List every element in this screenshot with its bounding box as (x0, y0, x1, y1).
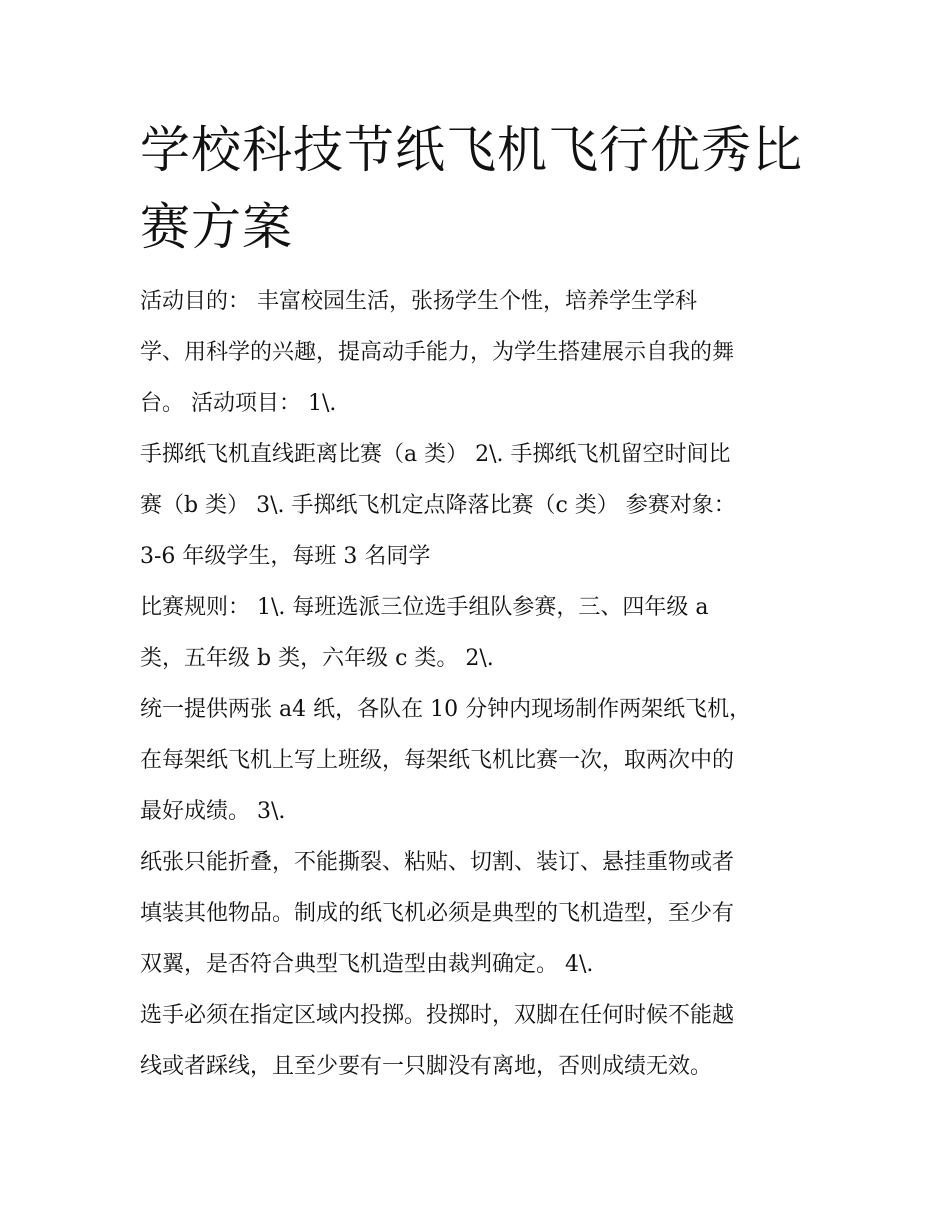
body-line-7: 比赛规则： 1\. 每班选派三位选手组队参赛，三、四年级 a (140, 595, 709, 620)
body-line-1: 活动目的： 丰富校园生活，张扬学生个性，培养学生学科 (140, 289, 697, 314)
title-line-1: 学校科技节纸飞机飞行优秀比 (140, 121, 803, 179)
body-line-2: 学、用科学的兴趣，提高动手能力，为学生搭建展示自我的舞 (140, 340, 735, 365)
body-line-3: 台。 活动项目： 1\. (140, 391, 337, 416)
body-line-12: 纸张只能折叠，不能撕裂、粘贴、切割、装订、悬挂重物或者 (140, 850, 735, 875)
body-line-9: 统一提供两张 a4 纸，各队在 10 分钟内现场制作两架纸飞机， (140, 697, 752, 722)
body-line-14: 双翼，是否符合典型飞机造型由裁判确定。 4\. (140, 952, 594, 977)
body-line-5: 赛（b 类） 3\. 手掷纸飞机定点降落比赛（c 类） 参赛对象： (140, 493, 736, 518)
body-line-16: 线或者踩线，且至少要有一只脚没有离地，否则成绩无效。 (140, 1054, 713, 1079)
body-line-6: 3-6 年级学生，每班 3 名同学 (140, 544, 431, 569)
body-line-13: 填装其他物品。制成的纸飞机必须是典型的飞机造型，至少有 (140, 901, 735, 926)
body-line-4: 手掷纸飞机直线距离比赛（a 类） 2\. 手掷纸飞机留空时间比 (140, 442, 731, 467)
body-line-11: 最好成绩。 3\. (140, 799, 286, 824)
body-line-15: 选手必须在指定区域内投掷。投掷时，双脚在任何时候不能越 (140, 1003, 735, 1028)
document-body (140, 276, 830, 1092)
body-line-8: 类，五年级 b 类，六年级 c 类。 2\. (140, 646, 494, 671)
body-line-10: 在每架纸飞机上写上班级，每架纸飞机比赛一次，取两次中的 (140, 748, 735, 773)
document-title (140, 112, 830, 266)
title-line-2: 赛方案 (140, 198, 293, 256)
